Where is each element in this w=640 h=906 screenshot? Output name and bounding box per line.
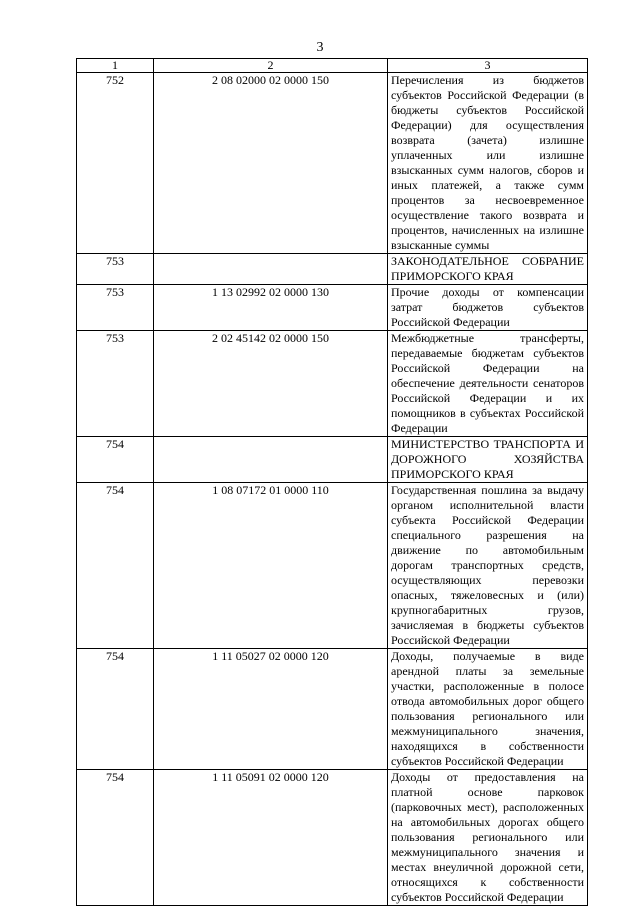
admin-code-cell: 754 <box>77 649 154 770</box>
table-row <box>77 285 588 331</box>
admin-code-cell: 754 <box>77 483 154 649</box>
budget-code-cell: 1 11 05091 02 0000 120 <box>154 770 388 906</box>
budget-code-cell: 2 02 45142 02 0000 150 <box>154 331 388 437</box>
page-number: 3 <box>316 40 324 55</box>
table-row <box>77 254 588 285</box>
admin-code-cell: 753 <box>77 254 154 285</box>
budget-code-cell: 1 08 07172 01 0000 110 <box>154 483 388 649</box>
administrator-name-cell: МИНИСТЕРСТВО ТРАНСПОРТА И ДОРОЖНОГО ХОЗЯЙСТВА ПРИМОРСКОГО КРАЯ <box>388 437 588 483</box>
admin-code-cell: 753 <box>77 285 154 331</box>
budget-code-cell <box>154 254 388 285</box>
admin-code-cell: 754 <box>77 437 154 483</box>
description-cell: Прочие доходы от компенсации затрат бюджетов субъектов Российской Федерации <box>388 285 588 331</box>
table-row <box>77 483 588 649</box>
admin-code-cell: 752 <box>77 73 154 254</box>
table-row <box>77 649 588 770</box>
description-cell: Доходы, получаемые в виде арендной платы за земельные участки, расположенные в полосе отвода автомобильных дорог общего пользования регионального или межмуниципального значения, находящихся в собственности субъектов Российской Федерации <box>388 649 588 770</box>
column-header-3: 3 <box>388 59 588 73</box>
admin-code-cell: 753 <box>77 331 154 437</box>
budget-code-cell: 1 11 05027 02 0000 120 <box>154 649 388 770</box>
description-cell: Государственная пошлина за выдачу органом исполнительной власти субъекта Российской Федерации специального разрешения на движение по автомобильным дорогам транспортных средств, осуществляющих перевозки опасных, тяжеловесных и (или) крупногабаритных грузов, зачисляемая в бюджеты субъектов Российской Федерации <box>388 483 588 649</box>
table-row <box>77 437 588 483</box>
table-row <box>77 770 588 906</box>
table-header-row <box>77 59 588 73</box>
description-cell: Доходы от предоставления на платной основе парковок (парковочных мест), расположенных на автомобильных дорогах общего пользования регионального или межмуниципального значения и местах внеуличной дорожной сети, относящихся к собственности субъектов Российской Федерации <box>388 770 588 906</box>
admin-code-cell: 754 <box>77 770 154 906</box>
administrator-name-cell: ЗАКОНОДАТЕЛЬНОЕ СОБРАНИЕ ПРИМОРСКОГО КРАЯ <box>388 254 588 285</box>
column-header-2: 2 <box>154 59 388 73</box>
table-row <box>77 73 588 254</box>
budget-code-cell: 2 08 02000 02 0000 150 <box>154 73 388 254</box>
description-cell: Межбюджетные трансферты, передаваемые бюджетам субъектов Российской Федерации на обеспечение деятельности сенаторов Российской Федерации и их помощников в субъектах Российской Федерации <box>388 331 588 437</box>
budget-codes-table <box>76 58 588 906</box>
description-cell: Перечисления из бюджетов субъектов Российской Федерации (в бюджеты субъектов Российской Федерации) для осуществления возврата (зачета) излишне уплаченных или излишне взысканных сумм налогов, сборов и иных платежей, а также сумм процентов за несвоевременное осуществление такого возврата и процентов, начисленных на излишне взысканные суммы <box>388 73 588 254</box>
budget-code-cell: 1 13 02992 02 0000 130 <box>154 285 388 331</box>
table-row <box>77 331 588 437</box>
budget-code-cell <box>154 437 388 483</box>
column-header-1: 1 <box>77 59 154 73</box>
